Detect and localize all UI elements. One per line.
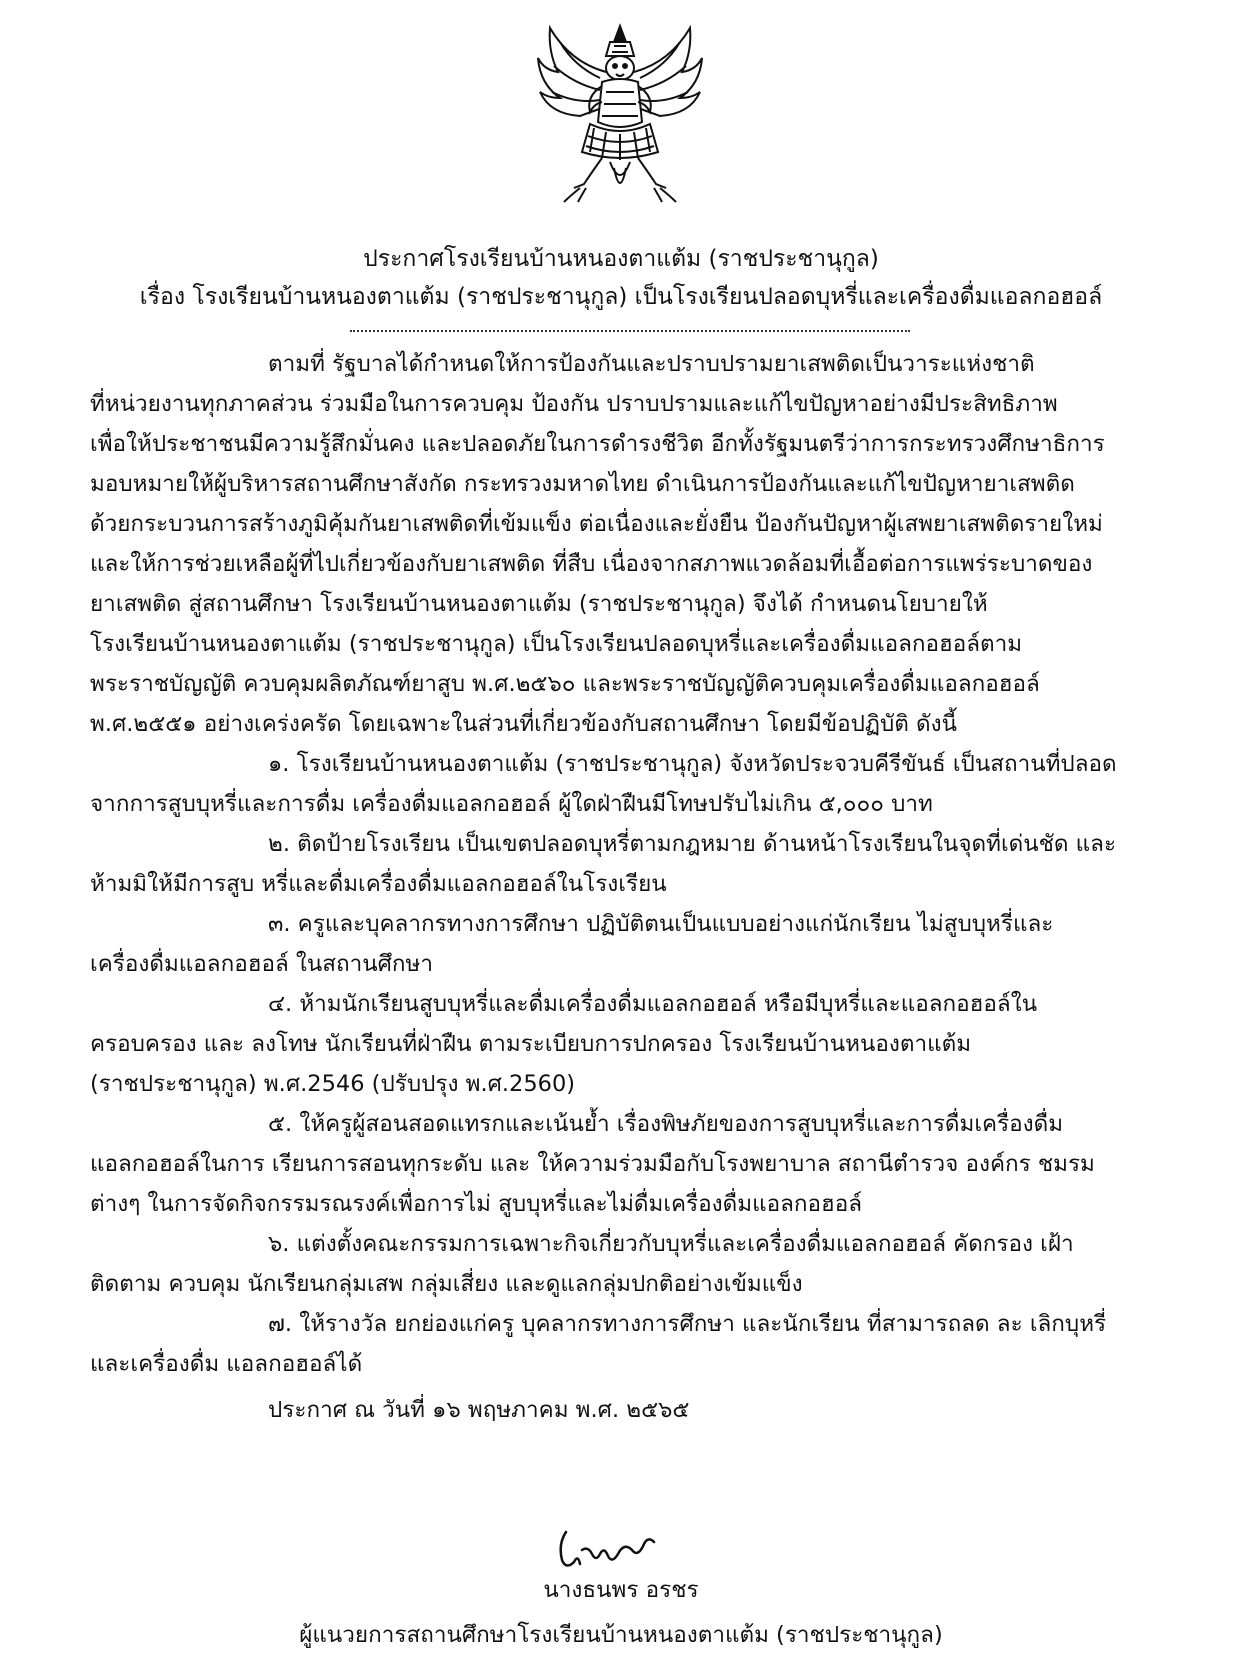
paragraph-line: ที่หน่วยงานทุกภาคส่วน ร่วมมือในการควบคุม ป้องกัน ปราบปรามและแก้ไขปัญหาอย่างมีประสิทธิภาพ — [90, 391, 1058, 417]
rule-item-2-cont: ห้ามมิให้มีการสูบ หรี่และดื่มเครื่องดื่มแอลกอฮอล์ในโรงเรียน — [90, 871, 667, 897]
rule-item-1-cont: จากการสูบบุหรี่และการดื่ม เครื่องดื่มแอลกอฮอล์ ผู้ใดฝ่าฝืนมีโทษปรับไม่เกิน ๕,๐๐๐ บาท — [90, 791, 933, 817]
rule-item-7: ๗. ให้รางวัล ยกย่องแก่ครู บุคลากรทางการศึกษา และนักเรียน ที่สามารถลด ละ เลิกบุหรี่ — [268, 1311, 1107, 1337]
paragraph-line: เพื่อให้ประชาชนมีความรู้สึกมั่นคง และปลอดภัยในการดำรงชีวิต อีกทั้งรัฐมนตรีว่าการกระทรวงศึกษาธิการ — [90, 431, 1105, 457]
rule-item-7-cont: และเครื่องดื่ม แอลกอฮอล์ได้ — [90, 1351, 363, 1377]
announcement-title: ประกาศโรงเรียนบ้านหนองตาแต้ม (ราชประชานุกูล) — [363, 246, 879, 272]
paragraph-line: มอบหมายให้ผู้บริหารสถานศึกษาสังกัด กระทรวงมหาดไทย ดำเนินการป้องกันและแก้ไขปัญหายาเสพติด — [90, 471, 1075, 497]
paragraph-line: และให้การช่วยเหลือผู้ที่ไปเกี่ยวข้องกับยาเสพติด ที่สืบ เนื่องจากสภาพแวดล้อมที่เอื้อต่อการแพร่ระบาดของ — [90, 551, 1093, 577]
rule-item-3-cont: เครื่องดื่มแอลกอฮอล์ ในสถานศึกษา — [90, 951, 434, 977]
rule-item-5-cont: แอลกอฮอล์ในการ เรียนการสอนทุกระดับ และ ให้ความร่วมมือกับโรงพยาบาล สถานีตำรวจ องค์กร ชมรม — [90, 1151, 1095, 1177]
signatory-position: ผู้แนวยการสถานศึกษาโรงเรียนบ้านหนองตาแต้ม (ราชประชานุกูล) — [299, 1622, 943, 1648]
rule-item-1: ๑. โรงเรียนบ้านหนองตาแต้ม (ราชประชานุกูล) จังหวัดประจวบคีรีขันธ์ เป็นสถานที่ปลอด — [268, 751, 1117, 777]
announcement-date: ประกาศ ณ วันที่ ๑๖ พฤษภาคม พ.ศ. ๒๕๖๕ — [268, 1397, 690, 1423]
rule-item-2: ๒. ติดป้ายโรงเรียน เป็นเขตปลอดบุหรี่ตามกฎหมาย ด้านหน้าโรงเรียนในจุดที่เด่นชัด และ — [268, 831, 1117, 857]
rule-item-4: ๔. ห้ามนักเรียนสูบบุหรี่และดื่มเครื่องดื่มแอลกอฮอล์ หรือมีบุหรี่และแอลกอฮอล์ใน — [268, 991, 1038, 1017]
rule-item-6-cont: ติดตาม ควบคุม นักเรียนกลุ่มเสพ กลุ่มเสี่ยง และดูแลกลุ่มปกติอย่างเข้มแข็ง — [90, 1271, 803, 1297]
paragraph-line: พ.ศ.๒๕๕๑ อย่างเคร่งครัด โดยเฉพาะในส่วนที่เกี่ยวข้องกับสถานศึกษา โดยมีข้อปฏิบัติ ดังนี้ — [90, 711, 957, 737]
paragraph-line: โรงเรียนบ้านหนองตาแต้ม (ราชประชานุกูล) เป็นโรงเรียนปลอดบุหรี่และเครื่องดื่มแอลกอฮอล์ตาม — [90, 631, 1023, 657]
rule-item-3: ๓. ครูและบุคลากรทางการศึกษา ปฏิบัติตนเป็นแบบอย่างแก่นักเรียน ไม่สูบบุหรี่และ — [268, 911, 1054, 937]
paragraph-line: ด้วยกระบวนการสร้างภูมิคุ้มกันยาเสพติดที่เข้มแข็ง ต่อเนื่องและยั่งยืน ป้องกันปัญหาผู้เสพยาเสพติดรายใหม่ — [90, 511, 1103, 537]
rule-item-4-cont: ครอบครอง และ ลงโทษ นักเรียนที่ฝ่าฝืน ตามระเบียบการปกครอง โรงเรียนบ้านหนองตาแต้ม — [90, 1031, 972, 1057]
signatory-name: นางธนพร อรชร — [543, 1577, 699, 1603]
paragraph-line: ตามที่ รัฐบาลได้กำหนดให้การป้องกันและปราบปรามยาเสพติดเป็นวาระแห่งชาติ — [268, 351, 1035, 377]
title-divider — [350, 330, 910, 332]
rule-item-6: ๖. แต่งตั้งคณะกรรมการเฉพาะกิจเกี่ยวกับบุหรี่และเครื่องดื่มแอลกอฮอล์ คัดกรอง เฝ้า — [268, 1231, 1074, 1257]
paragraph-line: ยาเสพติด สู่สถานศึกษา โรงเรียนบ้านหนองตาแต้ม (ราชประชานุกูล) จึงได้ กำหนดนโยบายให้ — [90, 591, 988, 617]
paragraph-line: พระราชบัญญัติ ควบคุมผลิตภัณฑ์ยาสูบ พ.ศ.๒๕๖๐ และพระราชบัญญัติควบคุมเครื่องดื่มแอลกอฮอล์ — [90, 671, 1040, 697]
handwritten-signature — [548, 1524, 668, 1574]
rule-item-4-cont: (ราชประชานุกูล) พ.ศ.2546 (ปรับปรุง พ.ศ.2560) — [90, 1071, 576, 1097]
garuda-emblem-icon — [530, 12, 710, 204]
rule-item-5-cont: ต่างๆ ในการจัดกิจกรรมรณรงค์เพื่อการไม่ สูบบุหรี่และไม่ดื่มเครื่องดื่มแอลกอฮอล์ — [90, 1191, 863, 1217]
announcement-subject: เรื่อง โรงเรียนบ้านหนองตาแต้ม (ราชประชานุกูล) เป็นโรงเรียนปลอดบุหรี่และเครื่องดื่มแอลกอฮอล์ — [139, 284, 1103, 310]
rule-item-5: ๕. ให้ครูผู้สอนสอดแทรกและเน้นย้ำ เรื่องพิษภัยของการสูบบุหรี่และการดื่มเครื่องดื่ม — [268, 1111, 1064, 1137]
